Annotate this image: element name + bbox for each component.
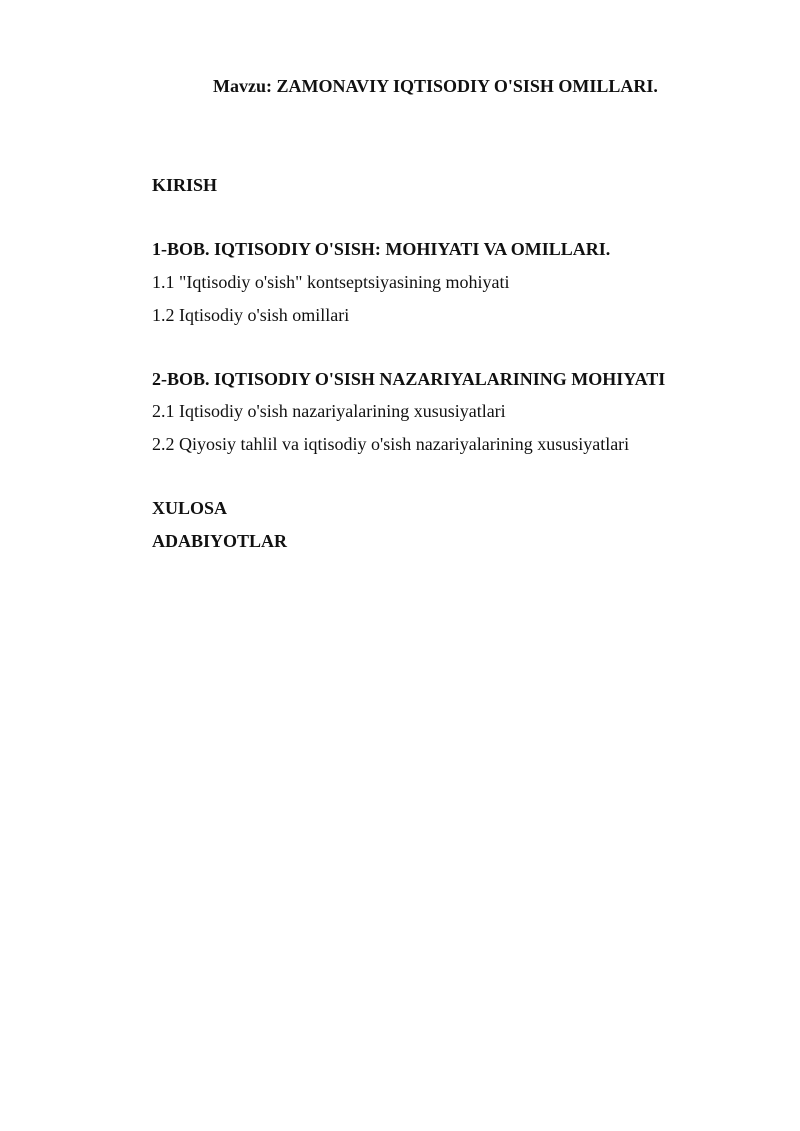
toc-section-1-2: 1.2 Iqtisodiy o'sish omillari	[152, 305, 350, 325]
toc-chapter-1-heading: 1-BOB. IQTISODIY O'SISH: MOHIYATI VA OMILLARI.	[152, 239, 611, 259]
toc-section-1-1: 1.1 "Iqtisodiy o'sish" kontseptsiyasining mohiyati	[152, 272, 510, 292]
toc-section-2-2: 2.2 Qiyosiy tahlil va iqtisodiy o'sish nazariyalarining xususiyatlari	[152, 434, 630, 454]
toc-conclusion: XULOSA	[152, 498, 228, 518]
document-title: Mavzu: ZAMONAVIY IQTISODIY O'SISH OMILLARI.	[213, 76, 658, 96]
toc-references: ADABIYOTLAR	[152, 531, 288, 551]
toc-section-2-1: 2.1 Iqtisodiy o'sish nazariyalarining xususiyatlari	[152, 401, 506, 421]
toc-intro: KIRISH	[152, 175, 218, 195]
toc-chapter-2-heading: 2-BOB. IQTISODIY O'SISH NAZARIYALARINING MOHIYATI	[152, 369, 666, 389]
